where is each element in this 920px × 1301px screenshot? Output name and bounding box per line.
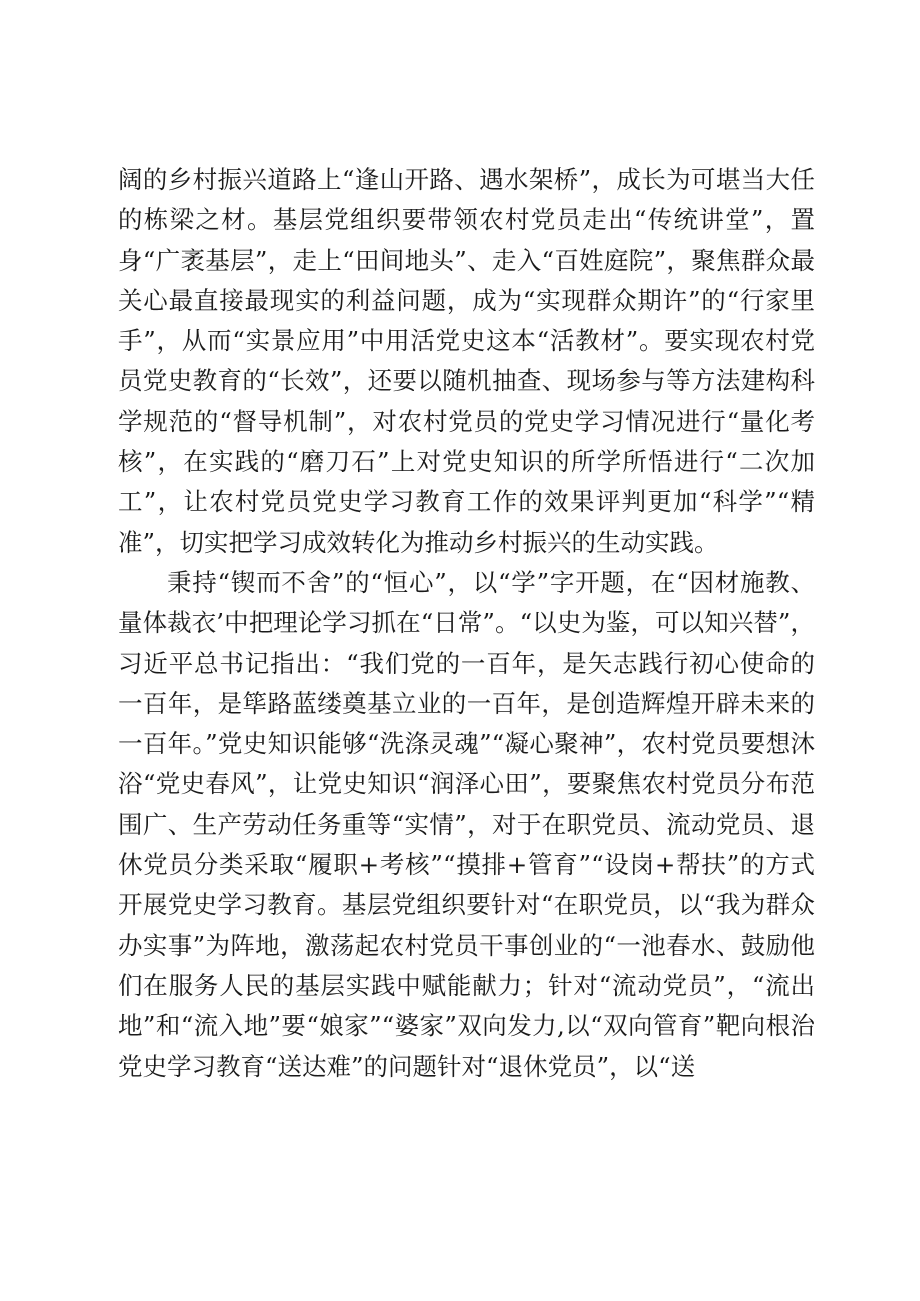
paragraph-2: 秉持“锲而不舍”的“恒心”，以“学”字开题，在“因材施教、量体裁衣’中把理论学习抓在“日常”。“以史为鉴，可以知兴替”，习近平总书记指出：“我们党的一百年，是矢志践行初心使命的一百年，是筚路蓝缕奠基立业的一百年，是创造辉煌开辟未来的一百年。”党史知识能够“洗涤灵魂”“凝心聚神”，农村党员要想沐浴“党史春风”，让党史知识“润泽心田”，要聚焦农村党员分布范围广、生产劳动任务重等“实情”，对于在职党员、流动党员、退休党员分类采取“履职+考核”“摸排+管育”“设岗+帮扶”的方式开展党史学习教育。基层党组织要针对“在职党员，以“我为群众办实事”为阵地，激荡起农村党员干事创业的“一池春水、鼓励他们在服务人民的基层实践中赋能献力；针对“流动党员”，“流出地”和“流入地”要“娘家”“婆家”双向发力,以“双向管育”靶向根治党史学习教育“送达难”的问题针对“退休党员”，以“送 bbox=[118, 567, 815, 1081]
paragraph-1: 阔的乡村振兴道路上“逢山开路、遇水架桥”，成长为可堪当大任的栋梁之材。基层党组织要带领农村党员走出“传统讲堂”，置身“广袤基层”，走上“田间地头”、走入“百姓庭院”，聚焦群众最关心最直接最现实的利益问题，成为“实现群众期许”的“行家里手”，从而“实景应用”中用活党史这本“活教材”。要实现农村党员党史教育的“长效”，还要以随机抽查、现场参与等方法建构科学规范的“督导机制”，对农村党员的党史学习情况进行“量化考核”，在实践的“磨刀石”上对党史知识的所学所悟进行“二次加工”，让农村党员党史学习教育工作的效果评判更加“科学”“精准”，切实把学习成效转化为推动乡村振兴的生动实践。 bbox=[118, 165, 815, 557]
body-text bbox=[118, 160, 815, 1087]
